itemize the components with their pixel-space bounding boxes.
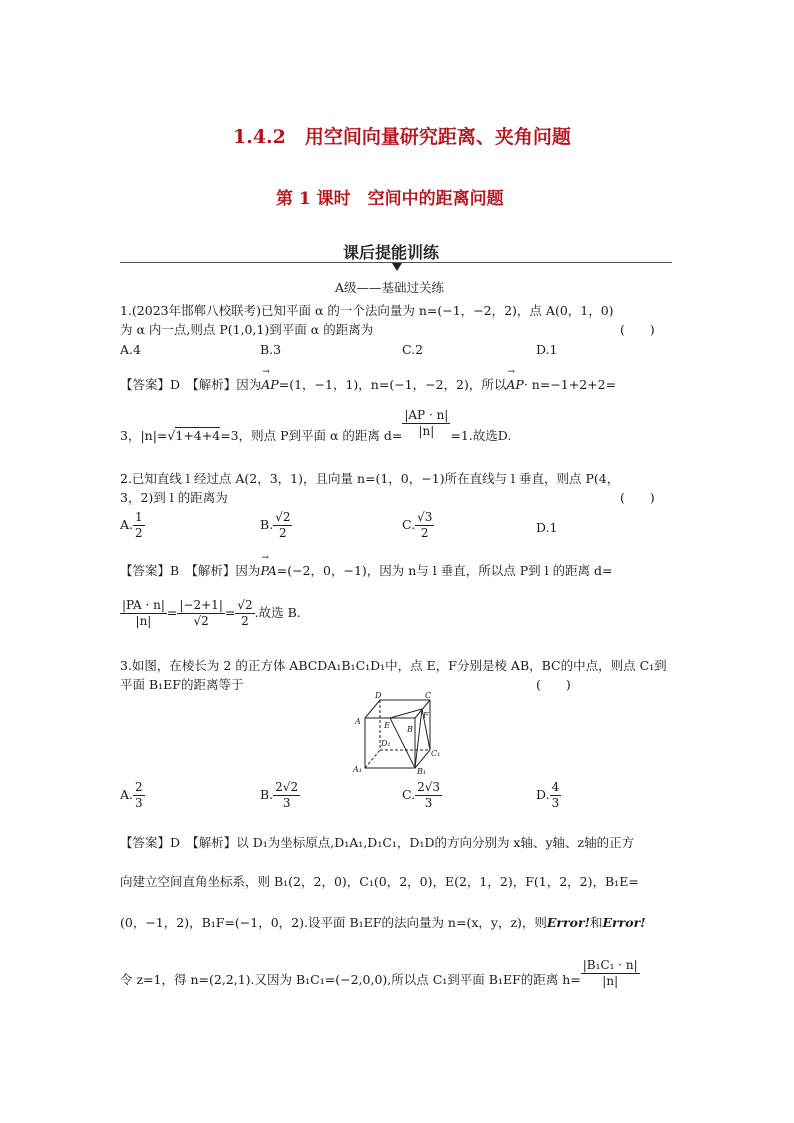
page-subtitle: 第 1 课时 空间中的距离问题: [276, 189, 504, 209]
q1-fraction-denominator: |n|: [418, 424, 435, 438]
q1-answer-norm: 3，|n|=: [120, 428, 168, 443]
q1-stem-line1: 1.(2023年邯郸八校联考)已知平面 α 的一个法向量为 n=(−1，−2，2)，点 A(0，1，0): [120, 303, 614, 318]
q3-option-c-label: C.: [402, 787, 416, 802]
q3-fraction-numerator: |B₁C₁ · n|: [582, 958, 638, 972]
page-title: 1.4.2 用空间向量研究距离、夹角问题: [233, 126, 571, 148]
q1-answer-label: 【答案】D 【解析】因为: [120, 377, 262, 392]
q1-option-c: C.2: [402, 342, 424, 357]
q2-equals-2: =: [224, 605, 236, 620]
q3-option-d: [536, 780, 561, 811]
q2-option-c-label: C.: [402, 517, 416, 532]
cube-figure: [345, 688, 445, 778]
q2-option-b: [260, 510, 292, 541]
fig-label-c: C: [425, 691, 432, 700]
q2-option-c-fraction: [415, 510, 434, 541]
q1-fraction-numerator: |AP · n|: [404, 408, 449, 422]
q3-answer-line3: [120, 913, 646, 931]
q2-stem-line2: 3，2)到 l 的距离为: [120, 490, 228, 505]
q1-sqrt-radicand: 1+4+4: [175, 428, 221, 443]
q3-distance-fraction: [581, 958, 640, 989]
q2-option-c-den: 2: [420, 526, 429, 540]
fig-label-a: A: [355, 717, 361, 726]
q3-answer-line1: 【答案】D 【解析】以 D₁为坐标原点,D₁A₁,D₁C₁，D₁D的方向分别为 x轴、y轴、z轴的正方: [120, 835, 635, 850]
q3-option-d-num: 4: [551, 780, 560, 794]
fig-label-e: E: [384, 721, 390, 730]
q2-vector-pa: → PA: [260, 563, 276, 578]
q2-option-b-den: 2: [278, 526, 287, 540]
q3-answer-line2: 向建立空间直角坐标系，则 B₁(2，2，0)，C₁(0，2，0)，E(2，1，2)，F(1，2，2)，B₁E=: [120, 874, 639, 889]
q2-answer-text: =(−2，0，−1)，因为 n与 l 垂直，所以点 P到 l 的距离 d=: [276, 563, 613, 578]
q1-answer-conclusion: =1.故选D.: [450, 428, 512, 443]
divider-triangle-icon: [392, 263, 402, 271]
q3-stem-line2: 平面 B₁EF的距离等于: [120, 677, 244, 692]
q2-paren: ( ): [620, 490, 655, 505]
q2-frac1-den: |n|: [135, 614, 152, 628]
q2-frac3-num: √2: [237, 598, 253, 612]
q2-option-a-den: 2: [135, 526, 143, 540]
q2-answer-label: 【答案】B 【解析】因为: [120, 563, 261, 578]
q2-option-c-num: √3: [417, 510, 433, 524]
q3-option-a-label: A.: [120, 787, 134, 802]
q1-answer-distance: =3，则点 P到平面 α 的距离 d=: [220, 428, 403, 443]
q1-option-b: B.3: [260, 342, 282, 357]
q2-frac3-den: 2: [241, 614, 249, 628]
q2-fraction-2: [177, 598, 224, 629]
q3-option-b-num: 2√2: [275, 780, 299, 794]
q3-option-a-fraction: [133, 780, 145, 811]
q2-option-b-label: B.: [260, 517, 274, 532]
q3-option-c-den: 3: [424, 796, 433, 810]
q2-option-a-label: A.: [120, 517, 134, 532]
fig-label-d1: D₁: [381, 739, 391, 748]
q1-paren: ( ): [620, 322, 655, 337]
q3-answer-normal: (0，−1，2)，B₁F=(−1，0，2).设平面 B₁EF的法向量为 n=(x，y，z)，则: [120, 915, 547, 930]
q2-option-a-num: 1: [135, 510, 143, 524]
q3-option-d-label: D.: [536, 787, 550, 802]
q2-option-a-fraction: [133, 510, 145, 541]
q3-option-c-num: 2√3: [417, 780, 441, 794]
q2-answer-line1: [120, 561, 613, 579]
q1-vector-ap-2: → AP: [506, 377, 523, 392]
q3-option-d-fraction: [550, 780, 562, 811]
q1-vector-ap: → AP: [261, 377, 278, 392]
section-heading: 课后提能训练: [343, 243, 440, 262]
q3-option-a: [120, 780, 145, 811]
q2-answer-line2: [120, 598, 301, 629]
q2-fraction-1: [120, 598, 167, 629]
q3-option-b-den: 3: [282, 796, 291, 810]
q2-stem-line1: 2.已知直线 l 经过点 A(2，3，1)，且向量 n=(1，0，−1)所在直线与 l 垂直，则点 P(4，: [120, 471, 620, 486]
q3-error-1: Error!: [546, 915, 591, 930]
q3-stem-line1: 3.如图，在棱长为 2 的正方体 ABCDA₁B₁C₁D₁中，点 E，F分别是棱 AB，BC的中点，则点 C₁到: [120, 658, 667, 673]
q2-frac2-den: √2: [193, 614, 209, 628]
fig-label-a1: A₁: [353, 765, 362, 774]
q1-distance-fraction: [402, 408, 450, 439]
q2-option-d: D.1: [536, 520, 558, 535]
q1-answer-line1: [120, 375, 616, 393]
q2-option-a: [120, 510, 145, 541]
q3-fraction-denominator: |n|: [602, 974, 619, 988]
fig-label-d: D: [375, 691, 382, 700]
q3-answer-and: 和: [590, 915, 603, 930]
q1-answer-text2: · n=−1+2+2=: [523, 377, 617, 392]
q2-answer-conclusion: .故选 B.: [254, 605, 301, 620]
q2-equals-1: =: [166, 605, 178, 620]
sqrt-icon: √: [167, 428, 176, 443]
q3-option-b-label: B.: [260, 787, 274, 802]
q3-answer-line4: [120, 958, 640, 989]
fig-label-c1: C₁: [431, 749, 441, 758]
q3-option-b-fraction: [273, 780, 300, 811]
q1-option-d: D.1: [536, 342, 558, 357]
q1-option-a: A.4: [120, 342, 141, 357]
q3-option-c-fraction: [415, 780, 442, 811]
q2-option-b-num: √2: [275, 510, 291, 524]
q3-option-c: [402, 780, 442, 811]
q3-option-a-num: 2: [135, 780, 143, 794]
q2-option-b-fraction: [273, 510, 292, 541]
q1-stem-line2: 为 α 内一点,则点 P(1,0,1)到平面 α 的距离为: [120, 322, 374, 337]
q2-frac2-num: |−2+1|: [179, 598, 223, 612]
q3-paren: ( ): [536, 677, 571, 692]
level-heading: A级——基础过关练: [335, 280, 445, 295]
fig-label-b1: B₁: [417, 767, 427, 776]
q3-answer-distance: 令 z=1，得 n=(2,2,1).又因为 B₁C₁=(−2,0,0),所以点 C₁到平面 B₁EF的距离 h=: [120, 972, 581, 987]
fig-label-b: B: [407, 725, 413, 734]
q3-option-a-den: 3: [135, 796, 143, 810]
q1-answer-text: =(1，−1，1)，n=(−1，−2，2)，所以: [278, 377, 507, 392]
q3-option-b: [260, 780, 300, 811]
q2-option-c: [402, 510, 434, 541]
q3-error-2: Error!: [602, 915, 646, 930]
q2-frac1-num: |PA · n|: [122, 598, 165, 612]
q2-fraction-3: [235, 598, 254, 629]
q3-option-d-den: 3: [551, 796, 560, 810]
fig-label-f: F: [423, 711, 429, 720]
